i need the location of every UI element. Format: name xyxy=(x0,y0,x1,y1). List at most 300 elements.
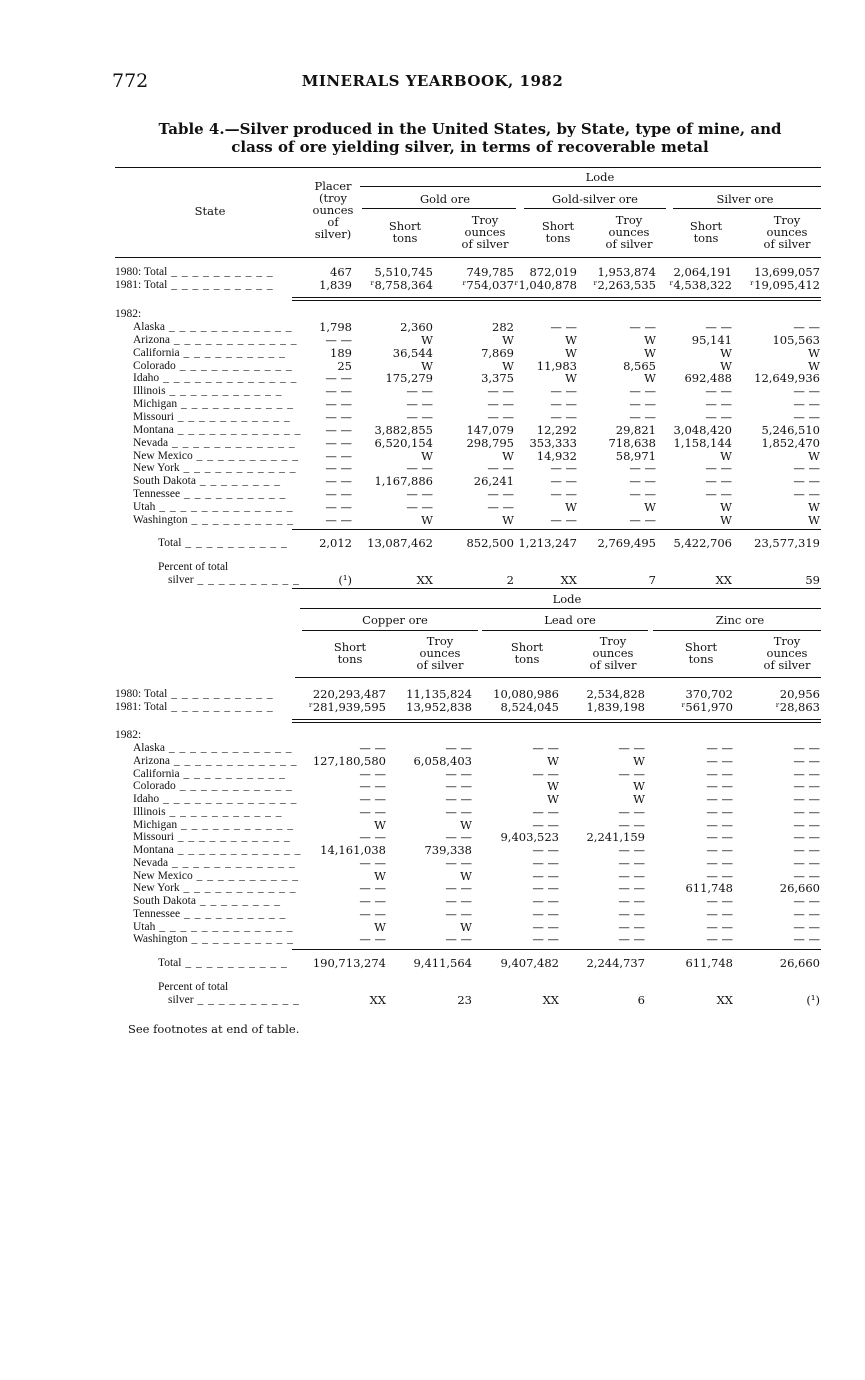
running-header: MINERALS YEARBOOK, 1982 xyxy=(301,72,564,90)
t1-state-cell: — — xyxy=(705,397,732,412)
t1-state-row xyxy=(0,514,865,527)
t1-total-1981-cell: ʳ4,538,322 xyxy=(669,278,732,292)
t1-total-1980-cell: 2,064,191 xyxy=(673,265,732,279)
t1-state-cell: — — xyxy=(325,371,352,386)
t2-state-cell: — — xyxy=(706,779,733,794)
t1-state-label xyxy=(133,450,299,463)
t1-state-cell: 11,983 xyxy=(536,358,577,373)
t1-state-cell: — — xyxy=(629,320,656,334)
t2-state-label-text: Montana xyxy=(133,844,174,856)
dot-leader: _ _ _ _ _ _ _ _ _ _ _ xyxy=(175,780,293,793)
page-number: 772 xyxy=(112,70,149,92)
dot-leader: _ _ _ _ _ _ _ _ _ _ xyxy=(192,869,299,882)
t1-state-cell: 718,638 xyxy=(608,435,656,450)
t2-state-label-text: South Dakota xyxy=(133,895,196,907)
t1-state-cell: — — xyxy=(550,512,577,527)
t2-state-label xyxy=(133,755,298,768)
t1-percent-cell: 59 xyxy=(805,573,820,587)
t1-state-label-text: Michigan xyxy=(133,398,178,411)
t1-year-1982-label-text: 1982: xyxy=(115,308,142,320)
dot-leader: _ _ _ _ _ _ _ _ _ _ _ xyxy=(165,385,283,398)
dot-leader: _ _ _ _ _ _ _ _ _ _ _ xyxy=(175,359,293,372)
dot-leader: _ _ _ _ _ _ _ _ _ _ _ xyxy=(177,398,294,411)
dot-leader: _ _ _ _ _ _ _ _ _ _ _ _ xyxy=(173,423,302,436)
t2-lead-short-tons-header: Short tons xyxy=(510,640,544,666)
t1-state-cell: W xyxy=(808,499,820,514)
t1-percent-cell: (¹) xyxy=(338,573,352,587)
t1-percent-cell: 2 xyxy=(506,573,514,587)
t1-state-cell: 189 xyxy=(330,345,352,360)
t1-state-label xyxy=(133,501,293,514)
t2-state-cell: — — xyxy=(706,906,733,921)
t2-state-cell: — — xyxy=(445,779,472,794)
t1-state-cell: — — xyxy=(793,409,820,424)
t2-header-bottom-rule xyxy=(295,677,821,678)
t2-grand-total-cell: 9,411,564 xyxy=(413,956,472,970)
t1-state-label-text: Colorado xyxy=(133,359,176,372)
t2-lead-ore-header: Lead ore xyxy=(544,613,596,627)
t2-state-cell: — — xyxy=(532,766,559,781)
t2-state-label-text: Illinois xyxy=(133,805,166,818)
footnote-reference: See footnotes at end of table. xyxy=(128,1022,300,1036)
t1-gold-silver-ore-rule xyxy=(524,208,666,209)
t1-state-cell: 1,798 xyxy=(319,320,352,334)
t1-state-label xyxy=(133,475,281,488)
t2-state-label-text: New Mexico xyxy=(133,869,193,882)
t2-grand-total-cell: 190,713,274 xyxy=(312,956,386,970)
t1-state-cell: W xyxy=(808,345,820,360)
t2-state-cell: — — xyxy=(445,855,472,870)
t1-state-cell: W xyxy=(644,499,656,514)
t1-state-cell: W xyxy=(720,358,732,373)
t2-state-label-text: Alaska xyxy=(133,742,165,754)
t2-state-cell: — — xyxy=(532,817,559,832)
t1-state-cell: W xyxy=(808,358,820,373)
t1-total-1980-cell: 13,699,057 xyxy=(754,265,820,279)
t2-state-cell: W xyxy=(374,817,386,832)
t1-state-label xyxy=(133,347,286,360)
dot-leader: _ _ _ _ _ _ _ _ _ _ xyxy=(167,266,274,278)
t1-total-rule xyxy=(292,529,821,530)
t2-state-cell: W xyxy=(547,753,559,768)
t2-state-cell: — — xyxy=(618,766,645,781)
t2-state-label xyxy=(133,793,297,806)
t2-percent-cell: 23 xyxy=(457,993,472,1007)
t2-state-row xyxy=(0,755,865,768)
t1-state-cell: W xyxy=(421,358,433,373)
t1-total-1981-cell: 1,839 xyxy=(319,278,352,292)
t1-state-cell: — — xyxy=(325,409,352,424)
t2-year-1982-label xyxy=(115,729,141,742)
t2-state-cell: — — xyxy=(793,792,820,806)
dot-leader: _ _ _ _ _ _ _ _ _ _ _ xyxy=(165,805,283,818)
t1-state-cell: — — xyxy=(629,397,656,412)
t1-state-cell: 5,246,510 xyxy=(761,422,820,437)
t1-state-cell: — — xyxy=(705,474,732,489)
t1-state-cell: 1,852,470 xyxy=(761,435,820,450)
dot-leader: _ _ _ _ _ _ _ _ _ _ _ xyxy=(177,818,294,831)
t2-total-1981-label xyxy=(115,701,274,714)
dot-leader: _ _ _ _ _ _ _ _ _ _ xyxy=(167,701,274,713)
t2-lead-troy-header: Troy ounces of silver xyxy=(589,634,637,672)
dot-leader: _ _ _ _ _ _ _ _ _ _ _ _ _ xyxy=(159,793,298,805)
t1-state-label-text: Nevada xyxy=(133,436,169,449)
dot-leader: _ _ _ _ _ _ _ _ _ _ xyxy=(180,488,287,501)
t2-grand-total-label-text: Total xyxy=(158,957,182,969)
t1-state-cell: — — xyxy=(487,384,514,399)
t2-state-label xyxy=(133,933,294,946)
t2-total-1981-cell: 13,952,838 xyxy=(406,700,472,714)
t1-state-cell: W xyxy=(565,499,577,514)
t1-state-row xyxy=(0,437,865,450)
dot-leader: _ _ _ _ _ _ _ _ _ _ _ _ _ xyxy=(159,372,298,385)
t2-state-cell: — — xyxy=(532,843,559,857)
t1-state-cell: 7,869 xyxy=(481,345,514,360)
t2-state-cell: — — xyxy=(793,894,820,908)
t2-total-1981-row xyxy=(0,701,865,714)
t1-total-1980-cell: 467 xyxy=(330,265,352,279)
t1-grand-total-cell: 2,769,495 xyxy=(597,536,656,550)
t2-year-1982-row xyxy=(0,729,865,742)
t2-total-1981-cell: ʳ28,863 xyxy=(775,700,820,714)
t2-percent-cell: XX xyxy=(542,993,559,1007)
t2-grand-total-cell: 9,407,482 xyxy=(500,956,559,970)
t1-state-label-text: New Mexico xyxy=(133,449,193,462)
t1-state-cell: — — xyxy=(550,409,577,424)
t1-state-label xyxy=(133,372,297,385)
t1-state-cell: 8,565 xyxy=(623,358,656,373)
t1-state-cell: W xyxy=(421,448,433,463)
t2-state-cell: — — xyxy=(793,817,820,832)
t1-silver-short-tons-header: Short tons xyxy=(689,219,723,245)
t1-state-cell: — — xyxy=(629,409,656,424)
t2-state-cell: — — xyxy=(445,804,472,819)
dot-leader: _ _ _ _ _ _ _ _ _ _ _ _ xyxy=(168,436,296,449)
t1-total-1981-row xyxy=(0,279,865,292)
dot-leader: _ _ _ _ _ _ _ _ _ _ xyxy=(180,907,287,920)
dot-leader: _ _ _ _ _ _ _ _ _ _ _ xyxy=(173,831,291,844)
t1-state-cell: — — xyxy=(325,397,352,412)
t1-state-label xyxy=(133,462,297,475)
t2-state-label-text: Idaho xyxy=(133,793,160,805)
t2-state-cell: — — xyxy=(706,868,733,883)
t2-percent-label-label-text: Percent of total xyxy=(158,981,229,993)
t2-state-cell: — — xyxy=(532,906,559,921)
t2-total-1981-cell: ʳ281,939,595 xyxy=(308,700,386,714)
t2-state-label-text: Washington xyxy=(133,933,188,946)
t2-state-cell: — — xyxy=(359,894,386,908)
t2-total-1981-cell: 8,524,045 xyxy=(500,700,559,714)
t1-total-1980-cell: 5,510,745 xyxy=(374,265,433,279)
t1-state-cell: W xyxy=(565,371,577,386)
dot-leader: _ _ _ _ _ _ _ _ _ _ _ xyxy=(179,462,297,475)
t2-state-cell: — — xyxy=(445,881,472,896)
dot-leader: _ _ _ _ _ _ _ _ _ _ xyxy=(187,513,294,526)
t2-total-1980-cell: 11,135,824 xyxy=(406,687,472,701)
t1-state-label-text: Idaho xyxy=(133,372,160,385)
t1-state-label-text: Tennessee xyxy=(133,488,181,501)
t1-state-cell: 58,971 xyxy=(615,448,656,463)
t2-zinc-short-tons-header: Short tons xyxy=(684,640,718,666)
t1-total-1981-cell: ʳ2,263,535 xyxy=(593,278,656,292)
dot-leader: _ _ _ _ _ _ _ _ _ _ xyxy=(167,279,274,291)
t1-state-cell: W xyxy=(565,332,577,347)
t1-grand-total-cell: 5,422,706 xyxy=(673,536,732,550)
t2-percent-label-label xyxy=(158,981,228,994)
t1-state-cell: — — xyxy=(793,397,820,412)
t1-percent-cell: 7 xyxy=(648,573,656,587)
t1-state-cell: W xyxy=(644,371,656,386)
t1-state-label-text: Illinois xyxy=(133,385,166,398)
t2-total-1981-cell: 1,839,198 xyxy=(586,700,645,714)
t2-total-1981-label-text: 1981: Total xyxy=(115,701,168,713)
t2-state-label-text: Arizona xyxy=(133,754,171,767)
t1-state-row xyxy=(0,501,865,514)
t1-state-label xyxy=(133,334,298,347)
t1-grand-total-cell: 2,012 xyxy=(319,536,352,550)
t2-state-cell: W xyxy=(460,919,472,934)
t1-state-label xyxy=(133,488,286,501)
t1-state-cell: — — xyxy=(705,461,732,476)
t2-state-cell: — — xyxy=(445,906,472,921)
t1-state-cell: 105,563 xyxy=(772,332,820,347)
t1-gold-short-tons-header: Short tons xyxy=(388,219,422,245)
t1-percent-row xyxy=(0,574,865,587)
t1-state-cell: — — xyxy=(325,435,352,450)
t1-total-1981-cell: ʳ1,040,878 xyxy=(514,278,577,292)
t1-state-cell: — — xyxy=(325,499,352,514)
t1-state-cell: — — xyxy=(550,397,577,412)
t1-state-cell: — — xyxy=(325,384,352,399)
t1-state-cell: — — xyxy=(550,320,577,334)
t2-state-cell: — — xyxy=(706,792,733,806)
t2-state-row xyxy=(0,921,865,934)
t2-state-cell: W xyxy=(547,792,559,806)
t1-state-cell: 95,141 xyxy=(691,332,732,347)
t2-state-cell: — — xyxy=(793,868,820,883)
t2-total-1980-cell: 10,080,986 xyxy=(493,687,559,701)
t2-state-label xyxy=(133,882,297,895)
t2-state-cell: W xyxy=(633,753,645,768)
dot-leader: _ _ _ _ _ _ _ _ _ _ _ _ _ xyxy=(155,920,294,933)
t2-state-cell: — — xyxy=(359,830,386,845)
t2-state-cell: 26,660 xyxy=(779,881,820,896)
t2-state-cell: — — xyxy=(793,766,820,781)
t2-state-label-text: Nevada xyxy=(133,856,169,869)
t2-state-cell: — — xyxy=(618,894,645,908)
t1-state-cell: W xyxy=(502,358,514,373)
t1-gold-ore-rule xyxy=(362,208,516,209)
t1-grand-total-label xyxy=(158,537,288,550)
t2-state-row xyxy=(0,780,865,793)
t1-state-cell: — — xyxy=(705,409,732,424)
t2-state-row xyxy=(0,857,865,870)
t2-double-rule xyxy=(292,719,821,723)
t2-state-cell: W xyxy=(460,817,472,832)
t1-state-cell: W xyxy=(720,345,732,360)
t2-state-cell: — — xyxy=(445,830,472,845)
t2-state-cell: — — xyxy=(359,804,386,819)
t2-state-label xyxy=(133,768,286,781)
t2-state-cell: — — xyxy=(532,932,559,947)
t1-state-cell: — — xyxy=(487,409,514,424)
t2-state-cell: 14,161,038 xyxy=(320,843,386,857)
t2-total-1980-label xyxy=(115,688,274,701)
t1-state-row xyxy=(0,334,865,347)
t2-state-cell: 611,748 xyxy=(685,881,733,896)
t1-grand-total-cell: 1,213,247 xyxy=(518,536,577,550)
t1-state-cell: W xyxy=(421,332,433,347)
t1-state-label-text: Washington xyxy=(133,513,188,526)
dot-leader: _ _ _ _ _ _ _ _ _ _ _ xyxy=(173,410,291,423)
t2-state-label xyxy=(133,806,282,819)
t1-state-cell: — — xyxy=(406,397,433,412)
t1-state-cell: 29,821 xyxy=(615,422,656,437)
t1-state-cell: W xyxy=(502,512,514,527)
t2-state-cell: 739,338 xyxy=(424,843,472,857)
t1-grand-total-row xyxy=(0,537,865,550)
t2-state-row xyxy=(0,806,865,819)
t2-percent-label xyxy=(168,994,300,1007)
t2-percent-cell: (¹) xyxy=(806,993,820,1007)
t2-copper-ore-header: Copper ore xyxy=(362,613,428,627)
t2-zinc-ore-header: Zinc ore xyxy=(715,613,765,627)
t1-total-1980-cell: 1,953,874 xyxy=(597,265,656,279)
t1-state-label xyxy=(133,321,292,334)
t2-state-cell: W xyxy=(633,779,645,794)
t1-state-cell: — — xyxy=(325,422,352,437)
t2-total-1980-cell: 2,534,828 xyxy=(586,687,645,701)
t1-state-label xyxy=(133,424,301,437)
t1-silver-ore-header: Silver ore xyxy=(716,192,774,206)
t1-goldsilver-troy-header: Troy ounces of silver xyxy=(605,213,653,251)
t1-state-label-text: New York xyxy=(133,462,180,475)
t2-state-cell: — — xyxy=(445,932,472,947)
t2-state-cell: W xyxy=(633,792,645,806)
dot-leader: _ _ _ _ _ _ _ _ _ _ xyxy=(181,957,288,969)
t2-grand-total-row xyxy=(0,957,865,970)
t2-state-cell: 127,180,580 xyxy=(312,753,386,768)
t1-state-cell: 3,882,855 xyxy=(374,422,433,437)
t2-state-cell: — — xyxy=(793,906,820,921)
t1-percent-label-text: silver xyxy=(168,574,194,586)
t2-state-row xyxy=(0,882,865,895)
t1-state-cell: — — xyxy=(325,474,352,489)
t1-state-cell: 6,520,154 xyxy=(374,435,433,450)
dot-leader: _ _ _ _ _ _ _ _ xyxy=(195,475,281,488)
t2-state-cell: — — xyxy=(359,779,386,794)
dot-leader: _ _ _ _ _ _ _ _ _ _ _ _ xyxy=(168,856,296,869)
t2-state-row xyxy=(0,933,865,946)
t1-state-cell: — — xyxy=(487,397,514,412)
t2-state-cell: — — xyxy=(359,792,386,806)
t2-total-rule xyxy=(292,949,821,950)
t2-percent-label-text: silver xyxy=(168,994,194,1006)
t2-state-cell: — — xyxy=(532,868,559,883)
t2-state-label-text: Tennessee xyxy=(133,907,181,920)
t2-state-label-text: Colorado xyxy=(133,780,176,793)
t1-state-cell: 1,167,886 xyxy=(374,474,433,489)
t2-state-cell: — — xyxy=(793,843,820,857)
t2-state-cell: — — xyxy=(532,855,559,870)
t1-state-cell: — — xyxy=(325,448,352,463)
t1-state-label-text: South Dakota xyxy=(133,475,196,488)
t2-state-cell: — — xyxy=(793,741,820,755)
t1-state-cell: 692,488 xyxy=(684,371,732,386)
t1-state-cell: — — xyxy=(406,409,433,424)
t1-percent-cell: XX xyxy=(715,573,732,587)
t1-state-cell: 175,279 xyxy=(385,371,433,386)
t2-state-cell: — — xyxy=(793,855,820,870)
t2-state-cell: — — xyxy=(618,741,645,755)
t2-state-cell: — — xyxy=(532,919,559,934)
t1-state-cell: 12,649,936 xyxy=(754,371,820,386)
t2-state-cell: — — xyxy=(445,741,472,755)
t2-state-label xyxy=(133,921,293,934)
t2-state-cell: — — xyxy=(706,932,733,947)
t2-state-row xyxy=(0,870,865,883)
t2-state-cell: — — xyxy=(793,830,820,845)
t1-lode-rule xyxy=(360,186,821,187)
t2-total-1980-cell: 20,956 xyxy=(779,687,820,701)
t2-state-label-text: Missouri xyxy=(133,831,174,844)
t2-state-label xyxy=(133,908,286,921)
t2-state-cell: 9,403,523 xyxy=(500,830,559,845)
t1-state-cell: — — xyxy=(793,487,820,502)
t1-header-bottom-rule xyxy=(115,257,821,258)
t2-state-cell: — — xyxy=(793,779,820,794)
dot-leader: _ _ _ _ _ _ _ _ _ _ _ _ xyxy=(170,754,298,767)
t1-state-cell: 36,544 xyxy=(392,345,433,360)
t2-state-label xyxy=(133,895,281,908)
t1-state-row xyxy=(0,424,865,437)
t2-state-cell: — — xyxy=(359,766,386,781)
t1-year-1982-label xyxy=(115,308,141,321)
t1-state-cell: W xyxy=(720,448,732,463)
table1-top-rule xyxy=(115,167,821,168)
t1-state-header: State xyxy=(194,204,226,218)
t2-copper-ore-rule xyxy=(302,630,478,631)
t2-lead-ore-rule xyxy=(482,630,648,631)
t1-total-1981-cell: ʳ754,037 xyxy=(462,278,514,292)
t2-state-label xyxy=(133,819,294,832)
t1-state-cell: — — xyxy=(629,474,656,489)
t1-state-cell: — — xyxy=(325,461,352,476)
t1-state-cell: — — xyxy=(325,487,352,502)
table-title xyxy=(130,120,810,156)
dot-leader: _ _ _ _ _ _ _ _ _ _ _ _ xyxy=(164,742,293,754)
t1-total-1981-label-text: 1981: Total xyxy=(115,279,168,291)
t2-state-row xyxy=(0,768,865,781)
t1-state-cell: 14,932 xyxy=(536,448,577,463)
t1-state-label xyxy=(133,411,291,424)
t2-lode-header: Lode xyxy=(552,592,582,606)
t1-state-cell: — — xyxy=(793,474,820,489)
dot-leader: _ _ _ _ _ _ _ _ _ _ xyxy=(192,449,299,462)
t2-state-row xyxy=(0,895,865,908)
t1-state-cell: — — xyxy=(550,461,577,476)
t2-state-cell: — — xyxy=(618,855,645,870)
t1-placer-header: Placer (troy ounces of silver) xyxy=(312,179,354,241)
t1-state-cell: 2,360 xyxy=(400,320,433,334)
t1-state-cell: — — xyxy=(406,499,433,514)
t2-state-cell: — — xyxy=(793,804,820,819)
t2-total-1980-cell: 370,702 xyxy=(685,687,733,701)
t2-state-cell: — — xyxy=(618,881,645,896)
t2-state-cell: — — xyxy=(793,919,820,934)
t1-state-cell: — — xyxy=(487,499,514,514)
t2-state-row xyxy=(0,819,865,832)
